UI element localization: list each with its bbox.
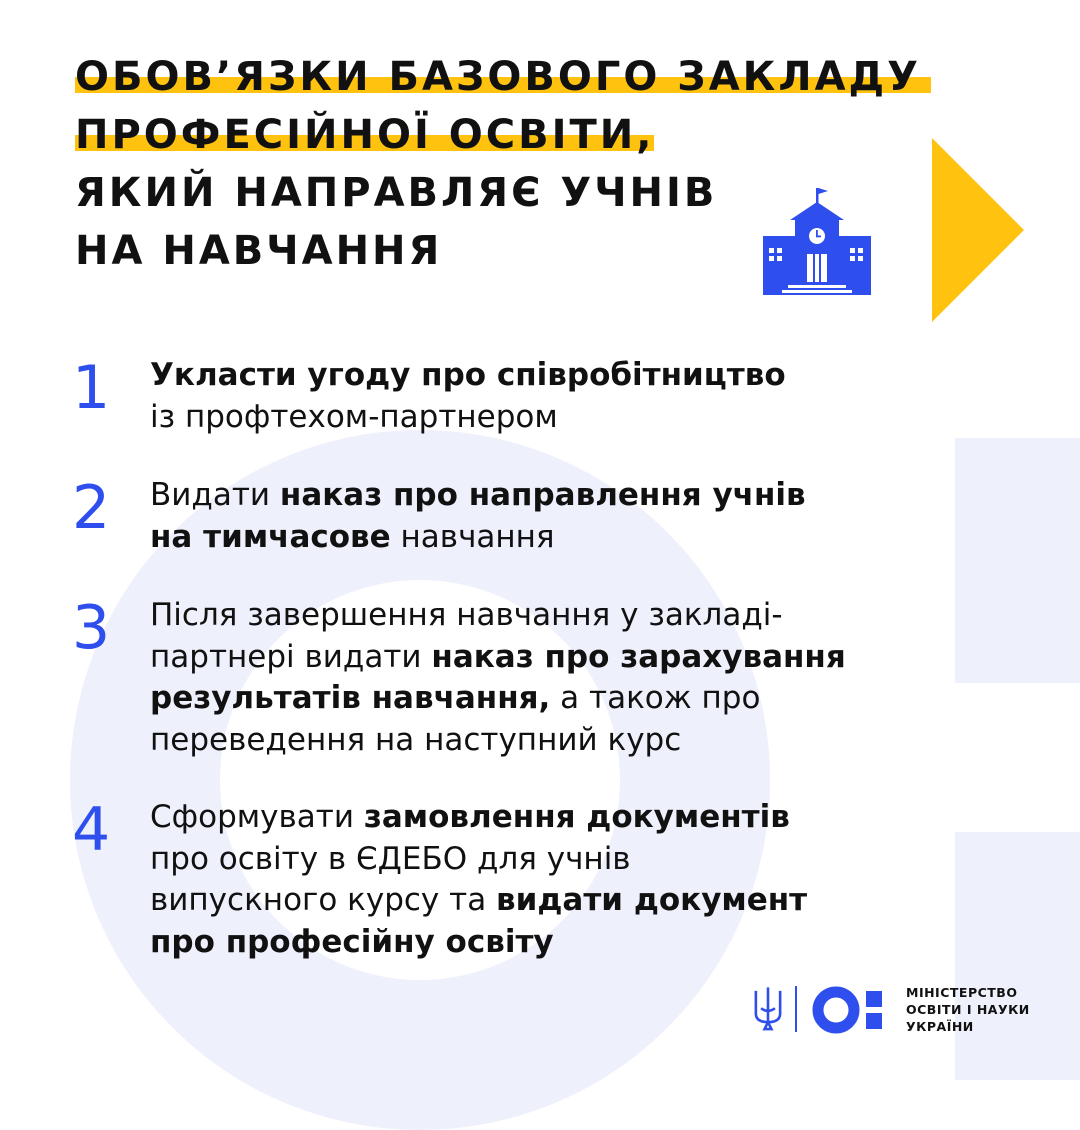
step-text-regular: Після завершення навчання у закладі- [150,597,783,633]
step-item [72,475,890,558]
step-text-bold: результатів навчання, [150,680,551,716]
step-text-bold: наказ про направлення учнів [279,477,806,513]
step-text [150,355,890,438]
step-text-regular: про освіту в ЄДЕБО для учнів [150,840,631,877]
step-number: 3 [72,593,111,663]
step-text-regular: із профтехом-партнером [150,398,558,435]
mon-logo-icon [812,984,892,1036]
step-text-regular: партнері видати [150,638,432,675]
step-text-regular: Сформувати [150,799,364,835]
background-rect-top [955,438,1080,683]
ministry-name [906,984,1030,1035]
step-text-regular: переведення на наступний курс [150,721,682,758]
ministry-name-line: МІНІСТЕРСТВО [906,985,1018,1000]
logo-divider [795,986,797,1032]
step-text [150,797,890,963]
step-item [72,797,890,963]
step-number: 2 [72,473,111,543]
step-text-bold: про професійну освіту [150,923,554,960]
step-text-bold: Укласти угоду про співробітництво [150,357,786,393]
step-number: 1 [72,353,111,423]
step-text-bold: наказ про зарахування [431,638,846,675]
triangle-arrow-icon [932,138,1024,322]
step-item [72,355,890,438]
step-text [150,475,890,558]
title-line-4: НА НАВЧАННЯ [75,228,443,274]
step-text-bold: замовлення документів [363,799,790,835]
step-text-bold: видати документ [496,882,808,918]
trident-icon [748,984,788,1036]
step-text [150,595,890,761]
school-building-icon [760,186,875,301]
background-rect-bottom [955,832,1080,1080]
step-text-bold: на тимчасове [150,518,391,555]
title-line-2: ПРОФЕСІЙНОЇ ОСВІТИ, [75,106,654,164]
ministry-name-line: УКРАЇНИ [906,1019,974,1034]
title-line-1: ОБОВ’ЯЗКИ БАЗОВОГО ЗАКЛАДУ [75,48,921,106]
step-item [72,595,890,761]
title-line-3: ЯКИЙ НАПРАВЛЯЄ УЧНІВ [75,170,718,216]
step-number: 4 [72,795,111,865]
step-text-regular: а також про [550,680,761,716]
step-text-regular: навчання [390,518,555,555]
ministry-name-line: ОСВІТИ І НАУКИ [906,1002,1030,1017]
step-text-regular: випускного курсу та [150,882,497,918]
step-text-regular: Видати [150,477,280,513]
